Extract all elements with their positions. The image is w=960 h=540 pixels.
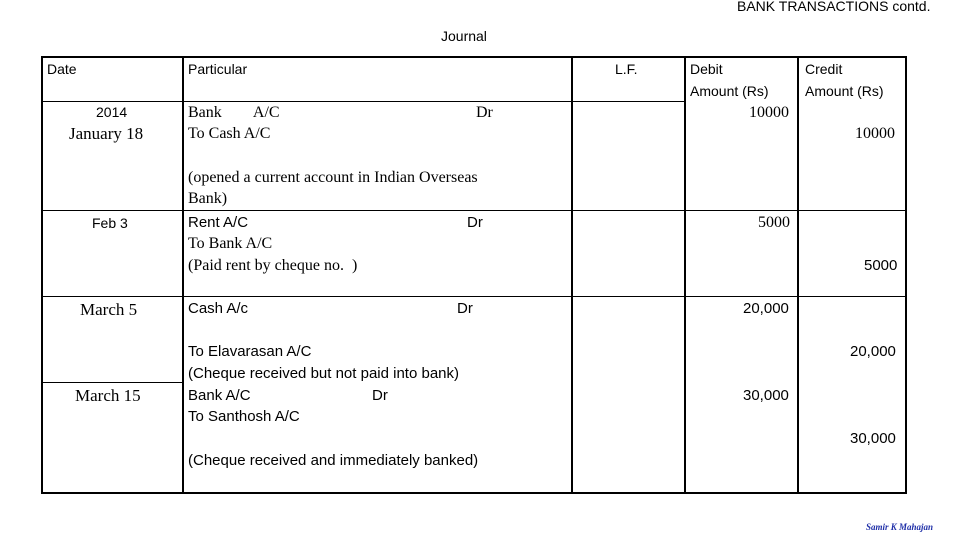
entry-narration-line2: Bank)	[188, 190, 228, 207]
entry-debit-account: Bank A/C	[188, 387, 251, 404]
entry-dr: Dr	[457, 300, 473, 317]
header-date: Date	[47, 61, 77, 77]
entry-credit-account: To Bank A/C	[188, 235, 273, 252]
column-divider-lf	[684, 56, 686, 494]
entry-debit-account: Rent A/C	[188, 214, 249, 231]
entry-date: Feb 3	[92, 215, 128, 231]
entry-dr: Dr	[372, 387, 388, 404]
slide-title: BANK TRANSACTIONS contd.	[737, 0, 931, 14]
author-signature: Samir K Mahajan	[866, 522, 934, 532]
table-border-top	[41, 56, 907, 58]
entry-narration: (Paid rent by cheque no. )	[188, 257, 358, 274]
entry-date: March 15	[75, 386, 141, 405]
entry-credit-amount: 10000	[855, 125, 895, 142]
column-divider-date	[182, 56, 184, 494]
header-lf: L.F.	[615, 61, 638, 77]
entry-debit-amount: 5000	[758, 214, 790, 231]
table-border-bottom	[41, 492, 907, 494]
table-border-right	[905, 56, 907, 494]
row-divider-1	[41, 210, 907, 211]
header-credit-line2: Amount (Rs)	[805, 83, 884, 99]
header-row-divider	[41, 101, 684, 102]
column-divider-debit	[797, 56, 799, 494]
entry-credit-amount: 30,000	[850, 430, 896, 447]
entry-debit-amount: 10000	[749, 104, 789, 121]
entry-dr: Dr	[467, 214, 483, 231]
journal-title: Journal	[441, 28, 487, 44]
row-divider-2	[41, 296, 907, 297]
column-divider-particular	[571, 56, 573, 494]
header-debit-line2: Amount (Rs)	[690, 83, 769, 99]
entry-dr: Dr	[476, 104, 493, 121]
entry-narration: (Cheque received but not paid into bank)	[188, 365, 460, 382]
entry-debit-account: Bank A/C	[188, 104, 280, 121]
entry-narration-line1: (opened a current account in Indian Overseas	[188, 169, 478, 186]
entry-date-year: 2014	[96, 104, 128, 120]
entry-credit-account: To Santhosh A/C	[188, 408, 300, 425]
entry-credit-account: To Elavarasan A/C	[188, 343, 312, 360]
entry-debit-amount: 20,000	[743, 300, 789, 317]
entry-narration: (Cheque received and immediately banked)	[188, 452, 479, 469]
header-credit-line1: Credit	[805, 61, 843, 77]
entry-date: January 18	[69, 124, 144, 143]
header-debit-line1: Debit	[690, 61, 723, 77]
entry-credit-amount: 5000	[864, 257, 898, 274]
entry-date: March 5	[80, 300, 138, 319]
entry-debit-account: Cash A/c	[188, 300, 249, 317]
header-particular: Particular	[188, 61, 248, 77]
entry-debit-amount: 30,000	[743, 387, 789, 404]
table-border-left	[41, 56, 43, 494]
row-divider-3	[41, 382, 183, 383]
entry-credit-amount: 20,000	[850, 343, 896, 360]
entry-credit-account: To Cash A/C	[188, 125, 271, 142]
